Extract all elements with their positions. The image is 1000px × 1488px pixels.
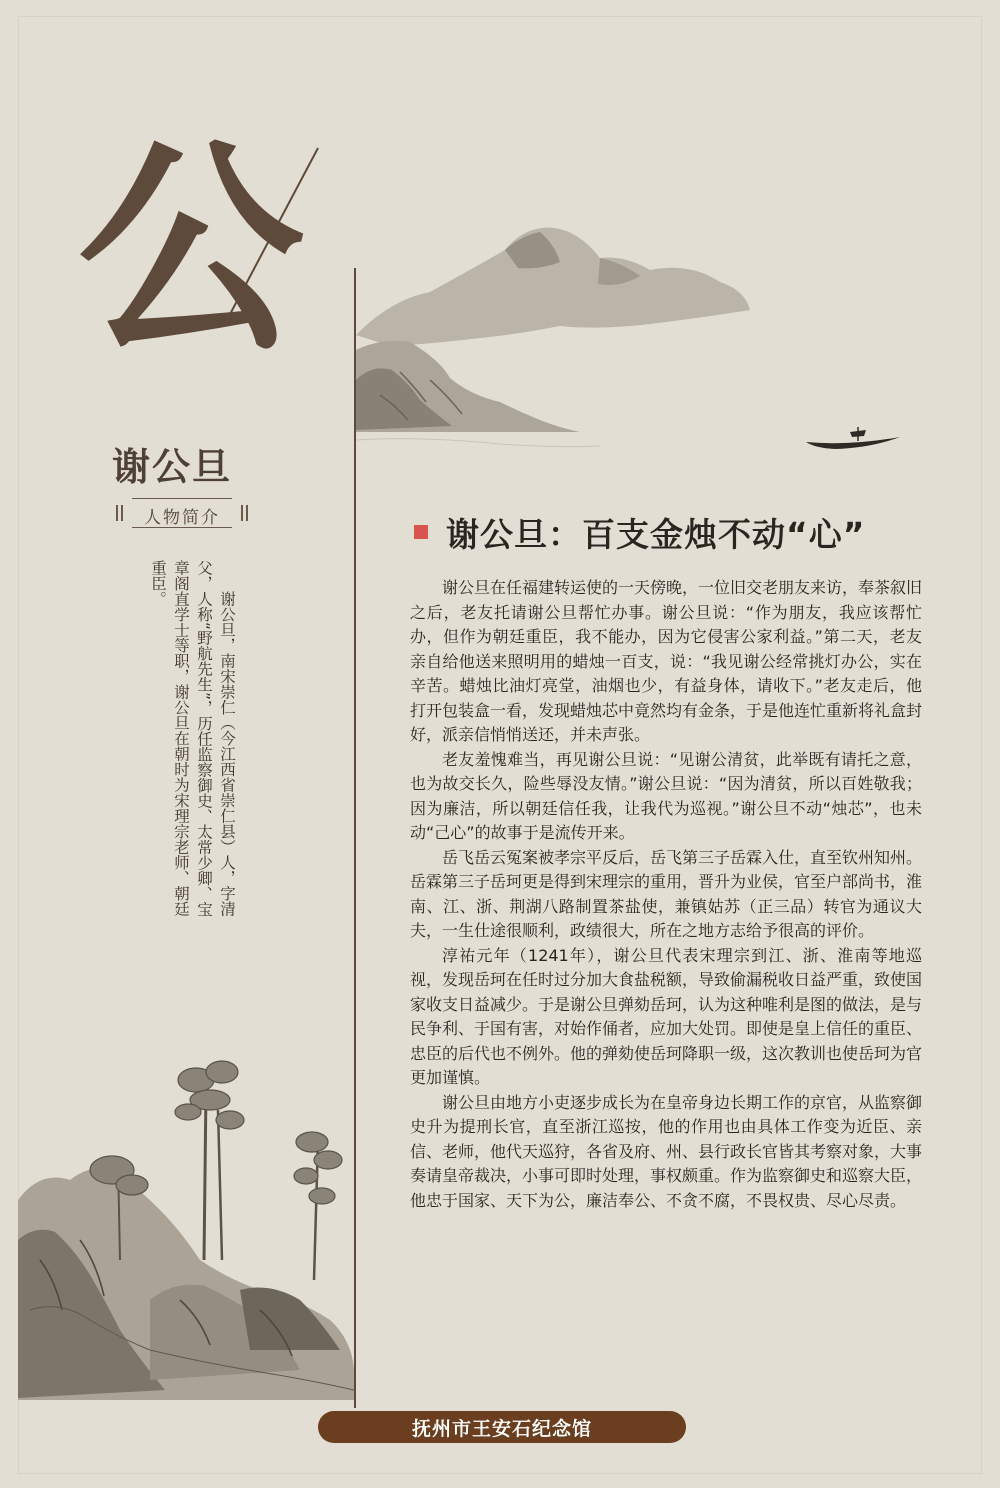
vertical-divider	[354, 268, 356, 1408]
article-paragraph: 谢公旦在任福建转运使的一天傍晚，一位旧交老朋友来访，奉茶叙旧之后，老友托请谢公旦帮忙办事。谢公旦说：“作为朋友，我应该帮忙办，但作为朝廷重臣，我不能办，因为它侵害公家利益。”第二天，老友亲自给他送来照明用的蜡烛一百支，说：“我见谢公经常挑灯办公，实在辛苦。蜡烛比油灯亮堂，油烟也少，有益身体，请收下。”老友走后，他打开包装盒一看，发现蜡烛芯中竟然均有金条，于是他连忙重新将礼盒封好，派亲信悄悄送还，并未声张。	[410, 578, 923, 744]
profile-label	[112, 498, 252, 528]
profile-rule-top	[132, 498, 232, 499]
article-title: 谢公旦：百支金烛不动“心”	[446, 514, 866, 554]
footer-label: 抚州市王安石纪念馆	[411, 1417, 592, 1440]
article-paragraph: 淳祐元年（1241年），谢公旦代表宋理宗到江、浙、淮南等地巡视，发现岳珂在任时过分加大食盐税额，导致偷漏税收日益严重，致使国家收支日益减少。于是谢公旦弹劾岳珂，认为这种唯利是图的做法，是与民争利、于国有害，对始作俑者，应加大处罚。即使是皇上信任的重臣、忠臣的后代也不例外。他的弹劾使岳珂降职一级，这次教训也使岳珂为官更加谨慎。	[410, 945, 923, 1087]
article-paragraph: 谢公旦由地方小吏逐步成长为在皇帝身边长期工作的京官，从监察御史升为提刑长官，直至浙江巡按，他的作用也由具体工作变为近臣、亲信、老师，他代天巡狩，各省及府、州、县行政长官皆其考察对象，大事奏请皇帝裁决，小事可即时处理，事权颇重。作为监察御史和巡察大臣，他忠于国家、天下为公，廉洁奉公、不贪不腐，不畏权贵、尽心尽责。	[410, 1092, 923, 1210]
mountains-bottom-left	[18, 1169, 354, 1400]
profile-label-text: 人物简介	[144, 508, 220, 528]
person-bio: 谢公旦，南宋崇仁（今江西省崇仁县）人，字清父，人称“野航先生”，历任监察御史、太常少卿、宝章阁直学士等职，谢公旦在朝时为宋理宗老师、朝廷重臣。	[149, 560, 236, 918]
article-heading	[414, 510, 934, 554]
mountains-top	[356, 228, 750, 447]
article-body	[410, 576, 922, 1213]
article-paragraph: 岳飞岳云冤案被孝宗平反后，岳飞第三子岳霖入仕，直至钦州知州。岳霖第三子岳珂更是得到宋理宗的重用，晋升为业侯，官至户部尚书，淮南、江、浙、荆湖八路制置茶盐使，兼镇姑苏（正三品）转官为通议大夫，一生仕途很顺利，政绩很大，所在之地方志给予很高的评价。	[410, 847, 923, 940]
footer-banner	[318, 1411, 686, 1443]
person-name: 谢公旦	[112, 444, 233, 489]
hero-character: 公	[78, 118, 305, 383]
article-paragraph: 老友羞愧难当，再见谢公旦说：“见谢公清贫，此举既有请托之意，也为故交长久，险些辱没友情。”谢公旦说：“因为清贫，所以百姓敬我；因为廉洁，所以朝廷信任我，让我代为巡视。”谢公旦不动“烛芯”，也未动“己心”的故事于是流传开来。	[410, 749, 922, 842]
red-square-marker-icon	[414, 525, 428, 539]
boat-icon	[806, 427, 900, 449]
